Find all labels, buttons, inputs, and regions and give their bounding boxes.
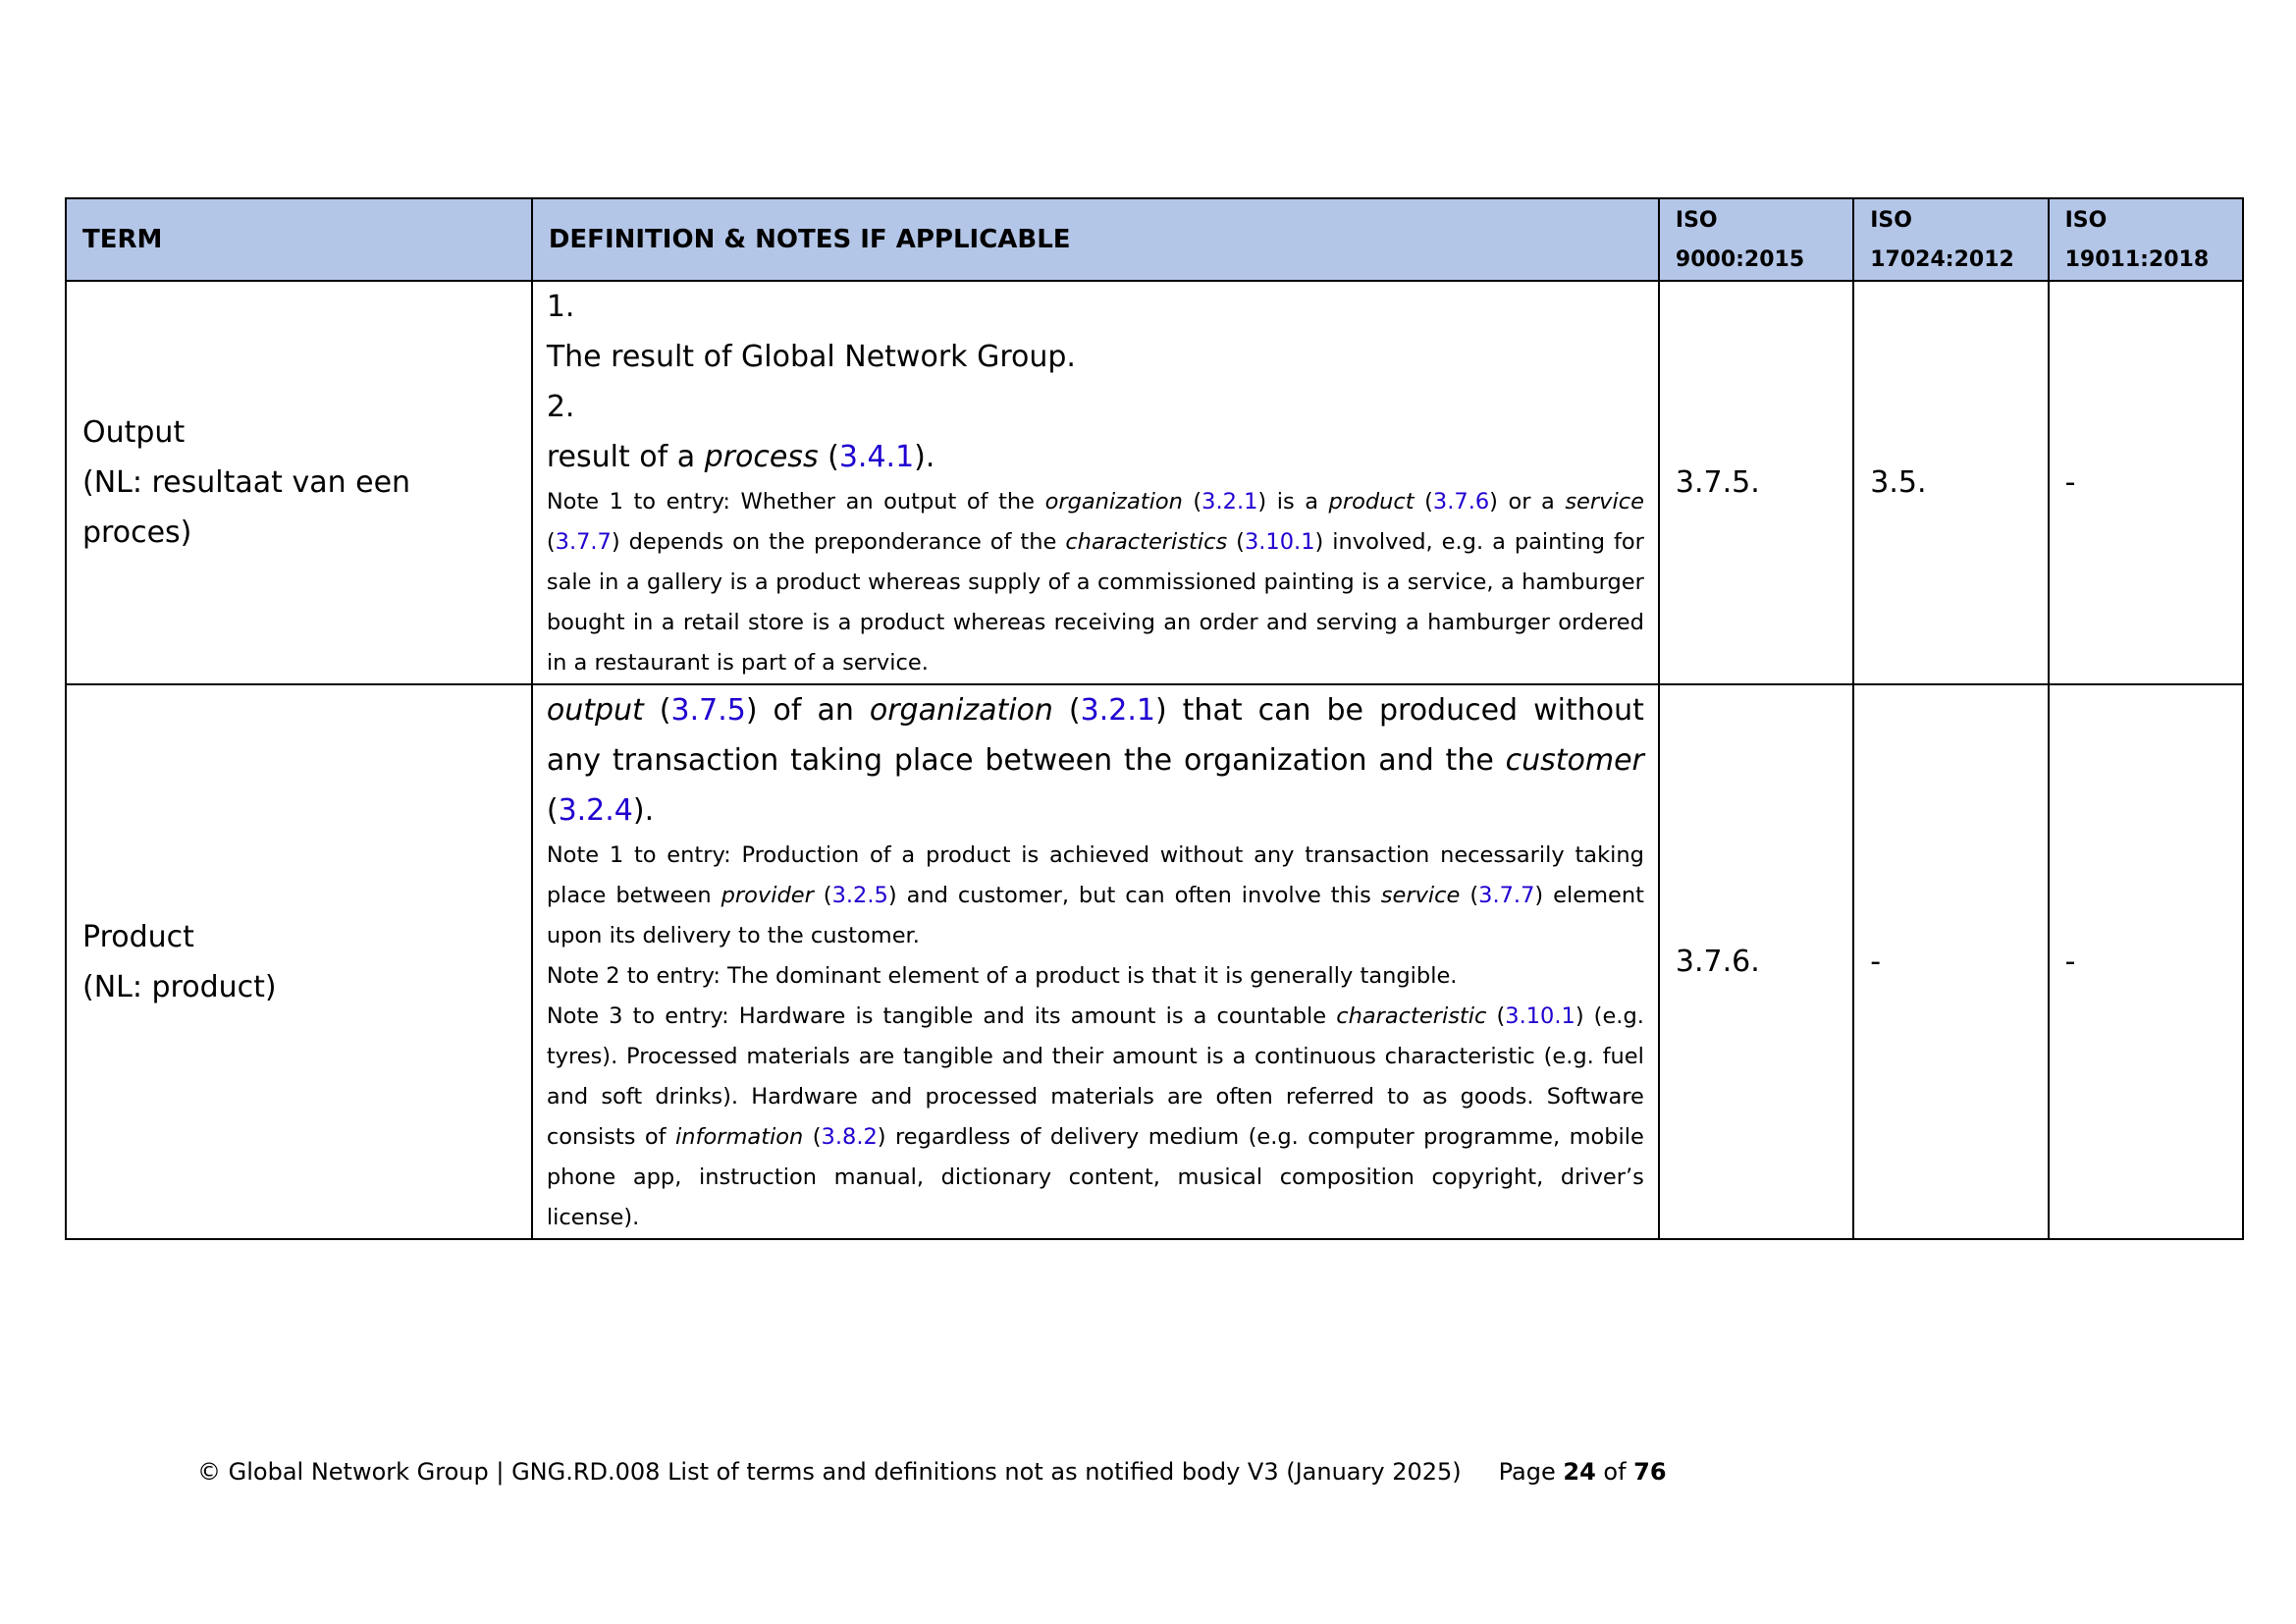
header-iso19011: ISO 19011:2018 xyxy=(2049,198,2243,281)
table-row xyxy=(66,684,2243,1239)
iso9000-cell: 3.7.5. xyxy=(1659,281,1853,684)
term-name: Output xyxy=(82,415,186,450)
terms-table xyxy=(65,197,2244,1240)
def-line: The result of Global Network Group. xyxy=(546,340,1076,374)
ref-link[interactable]: 3.2.1 xyxy=(1080,693,1155,728)
iso17024-cell: - xyxy=(1853,684,2048,1239)
ref-link[interactable]: 3.2.1 xyxy=(1201,489,1258,514)
ref-link[interactable]: 3.7.5 xyxy=(670,693,746,728)
iso19011-cell: - xyxy=(2049,684,2243,1239)
term-nl: (NL: resultaat van een proces) xyxy=(82,465,411,550)
ref-link[interactable]: 3.7.7 xyxy=(555,529,612,555)
table-header-row xyxy=(66,198,2243,281)
term-cell xyxy=(66,281,532,684)
header-iso9000: ISO 9000:2015 xyxy=(1659,198,1853,281)
definition-cell xyxy=(532,684,1659,1239)
def-number: 1. xyxy=(546,290,575,324)
def-line: output (3.7.5) of an organization (3.2.1) that can be produced without any transaction taking place between the organization and the customer (3.2.4). xyxy=(546,693,1644,828)
note-2: Note 2 to entry: The dominant element of a product is that it is generally tangible. xyxy=(546,963,1458,989)
header-iso17024: ISO 17024:2012 xyxy=(1853,198,2048,281)
page-number: Page 24 of 76 xyxy=(1498,1458,1667,1486)
iso17024-cell: 3.5. xyxy=(1853,281,2048,684)
ref-link[interactable]: 3.2.5 xyxy=(831,883,888,908)
term-name: Product xyxy=(82,919,194,954)
note-1: Note 1 to entry: Whether an output of the organization (3.2.1) is a product (3.7.6) or a service (3.7.7) depends on the preponderance of the characteristics (3.10.1) involved, e.g. a painting for sale in a gallery is a product whereas supply of a commissioned painting is a service, a hamburger bought in a retail store is a product whereas receiving an order and serving a hamburger ordered in a restaurant is part of a service. xyxy=(546,489,1644,676)
ref-link[interactable]: 3.8.2 xyxy=(821,1124,878,1150)
header-term: TERM xyxy=(66,198,532,281)
ref-link[interactable]: 3.10.1 xyxy=(1505,1003,1575,1029)
def-line: result of a process (3.4.1). xyxy=(546,440,935,474)
table-row xyxy=(66,281,2243,684)
note-3: Note 3 to entry: Hardware is tangible and its amount is a countable characteristic (3.10.1) (e.g. tyres). Processed materials are tangible and their amount is a continuous characteristic (e.g. fuel and soft drinks). Hardware and processed materials are often referred to as goods. Software consists of information (3.8.2) regardless of delivery medium (e.g. computer programme, mobile phone app, instruction manual, dictionary content, musical composition copyright, driver’s license). xyxy=(546,1003,1644,1230)
definition-cell xyxy=(532,281,1659,684)
term-cell xyxy=(66,684,532,1239)
ref-link[interactable]: 3.10.1 xyxy=(1244,529,1315,555)
iso19011-cell: - xyxy=(2049,281,2243,684)
page-footer xyxy=(197,1458,1667,1486)
ref-link[interactable]: 3.7.6 xyxy=(1432,489,1490,514)
iso9000-cell: 3.7.6. xyxy=(1659,684,1853,1239)
def-number: 2. xyxy=(546,390,575,424)
ref-link[interactable]: 3.4.1 xyxy=(838,440,915,474)
header-definition: DEFINITION & NOTES IF APPLICABLE xyxy=(532,198,1659,281)
note-1: Note 1 to entry: Production of a product is achieved without any transaction necessarily taking place between provider (3.2.5) and customer, but can often involve this service (3.7.7) element upon its delivery to the customer. xyxy=(546,842,1644,948)
footer-text: © Global Network Group | GNG.RD.008 List of terms and definitions not as notified body V3 (January 2025) xyxy=(197,1458,1462,1486)
term-nl: (NL: product) xyxy=(82,969,277,1004)
ref-link[interactable]: 3.7.7 xyxy=(1478,883,1535,908)
ref-link[interactable]: 3.2.4 xyxy=(558,793,633,828)
